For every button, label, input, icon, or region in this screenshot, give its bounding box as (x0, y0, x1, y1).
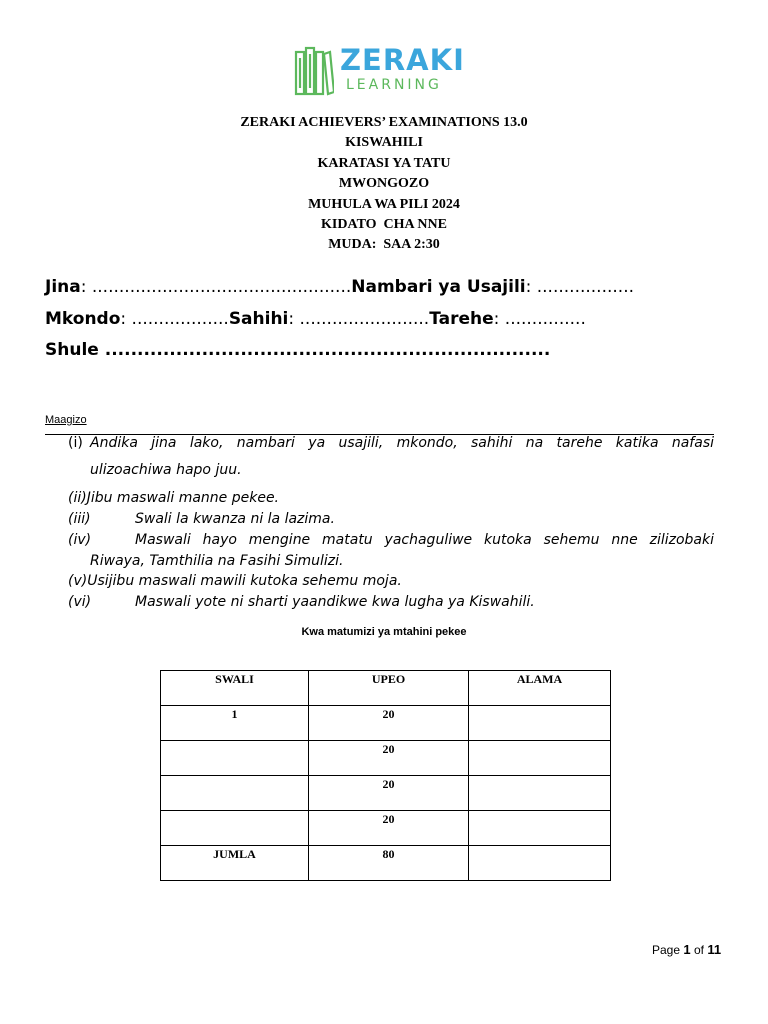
instructions-title: Maagizo (45, 414, 87, 426)
cell-alama[interactable] (469, 811, 611, 846)
page-of: of (693, 943, 704, 957)
table-row (161, 706, 611, 741)
cell-total-alama[interactable] (469, 846, 611, 881)
instruction-number: (ii) (68, 490, 87, 506)
cell-upeo: 20 (309, 741, 469, 776)
cell-alama[interactable] (469, 776, 611, 811)
candidate-line-3 (45, 340, 550, 360)
instruction-number: (vi) (68, 594, 92, 610)
sahihi-field[interactable]: : ........................ (288, 309, 430, 329)
instruction-number: (iii) (68, 511, 91, 527)
table-total-row (161, 846, 611, 881)
exam-duration: MUDA: SAA 2:30 (328, 237, 440, 253)
usajili-label: Nambari ya Usajili (351, 277, 526, 297)
cell-swali[interactable] (161, 811, 309, 846)
exam-heading (0, 113, 768, 256)
instruction-text: Maswali yote ni sharti yaandikwe kwa lugha ya Kiswahili. (135, 594, 535, 610)
mkondo-field[interactable]: : .................. (120, 309, 229, 329)
page-prefix: Page (652, 943, 681, 957)
exam-subject: KISWAHILI (345, 135, 423, 151)
tarehe-label: Tarehe (429, 309, 494, 329)
exam-form: KIDATO CHA NNE (321, 217, 447, 233)
sahihi-label: Sahihi (228, 309, 289, 329)
cell-alama[interactable] (469, 741, 611, 776)
jina-label: Jina (45, 277, 81, 297)
instruction-number: (iv) (68, 532, 92, 548)
page-number (652, 942, 721, 957)
instruction-number: (v) (68, 573, 88, 589)
instruction-text: Andika jina lako, nambari ya usajili, mkondo, sahihi na tarehe katika nafasi (90, 435, 714, 451)
page-current: 1 (683, 942, 691, 957)
examiner-use-label: Kwa matumizi ya mtahini pekee (301, 626, 467, 638)
cell-swali[interactable] (161, 776, 309, 811)
instruction-text: Riwaya, Tamthilia na Fasihi Simulizi. (90, 553, 344, 569)
exam-type: MWONGOZO (338, 176, 430, 192)
instruction-text: Swali la kwanza ni la lazima. (135, 511, 335, 527)
table-row (161, 811, 611, 846)
header-swali: SWALI (161, 671, 309, 706)
shule-label: Shule (45, 340, 99, 360)
tarehe-field[interactable]: : ............... (493, 309, 586, 329)
logo-subtitle: LEARNING (346, 77, 442, 93)
instruction-item (68, 490, 279, 506)
instruction-item (68, 435, 83, 451)
jina-field[interactable]: : ................................................ (80, 277, 352, 297)
cell-total-upeo: 80 (309, 846, 469, 881)
cell-jumla: JUMLA (161, 846, 309, 881)
marks-table (160, 670, 611, 881)
exam-term: MUHULA WA PILI 2024 (308, 196, 460, 212)
books-icon (294, 44, 334, 96)
cell-swali: 1 (161, 706, 309, 741)
instruction-text: Usijibu maswali mawili kutoka sehemu moja. (87, 573, 402, 589)
cell-alama[interactable] (469, 706, 611, 741)
instruction-item (68, 573, 402, 589)
logo-title: ZERAKI (340, 43, 465, 77)
shule-field[interactable]: ..................................................................... (98, 340, 551, 360)
instruction-text: Jibu maswali manne pekee. (86, 490, 280, 506)
candidate-line-1 (45, 277, 634, 297)
candidate-line-2 (45, 309, 586, 329)
table-row (161, 776, 611, 811)
table-header-row (161, 671, 611, 706)
cell-upeo: 20 (309, 811, 469, 846)
mkondo-label: Mkondo (45, 309, 121, 329)
table-row (161, 741, 611, 776)
instruction-text: Maswali hayo mengine matatu yachaguliwe kutoka sehemu nne zilizobaki (135, 532, 714, 548)
instruction-number: (i) (68, 435, 83, 451)
header-alama: ALAMA (469, 671, 611, 706)
page-total: 11 (707, 942, 722, 957)
instruction-text: ulizoachiwa hapo juu. (90, 462, 242, 478)
usajili-field[interactable]: : .................. (525, 277, 635, 297)
exam-series: ZERAKI ACHIEVERS’ EXAMINATIONS 13.0 (240, 115, 528, 130)
cell-upeo: 20 (309, 776, 469, 811)
cell-upeo: 20 (309, 706, 469, 741)
exam-paper: KARATASI YA TATU (317, 155, 451, 171)
header-upeo: UPEO (309, 671, 469, 706)
cell-swali[interactable] (161, 741, 309, 776)
zeraki-logo (294, 44, 484, 96)
